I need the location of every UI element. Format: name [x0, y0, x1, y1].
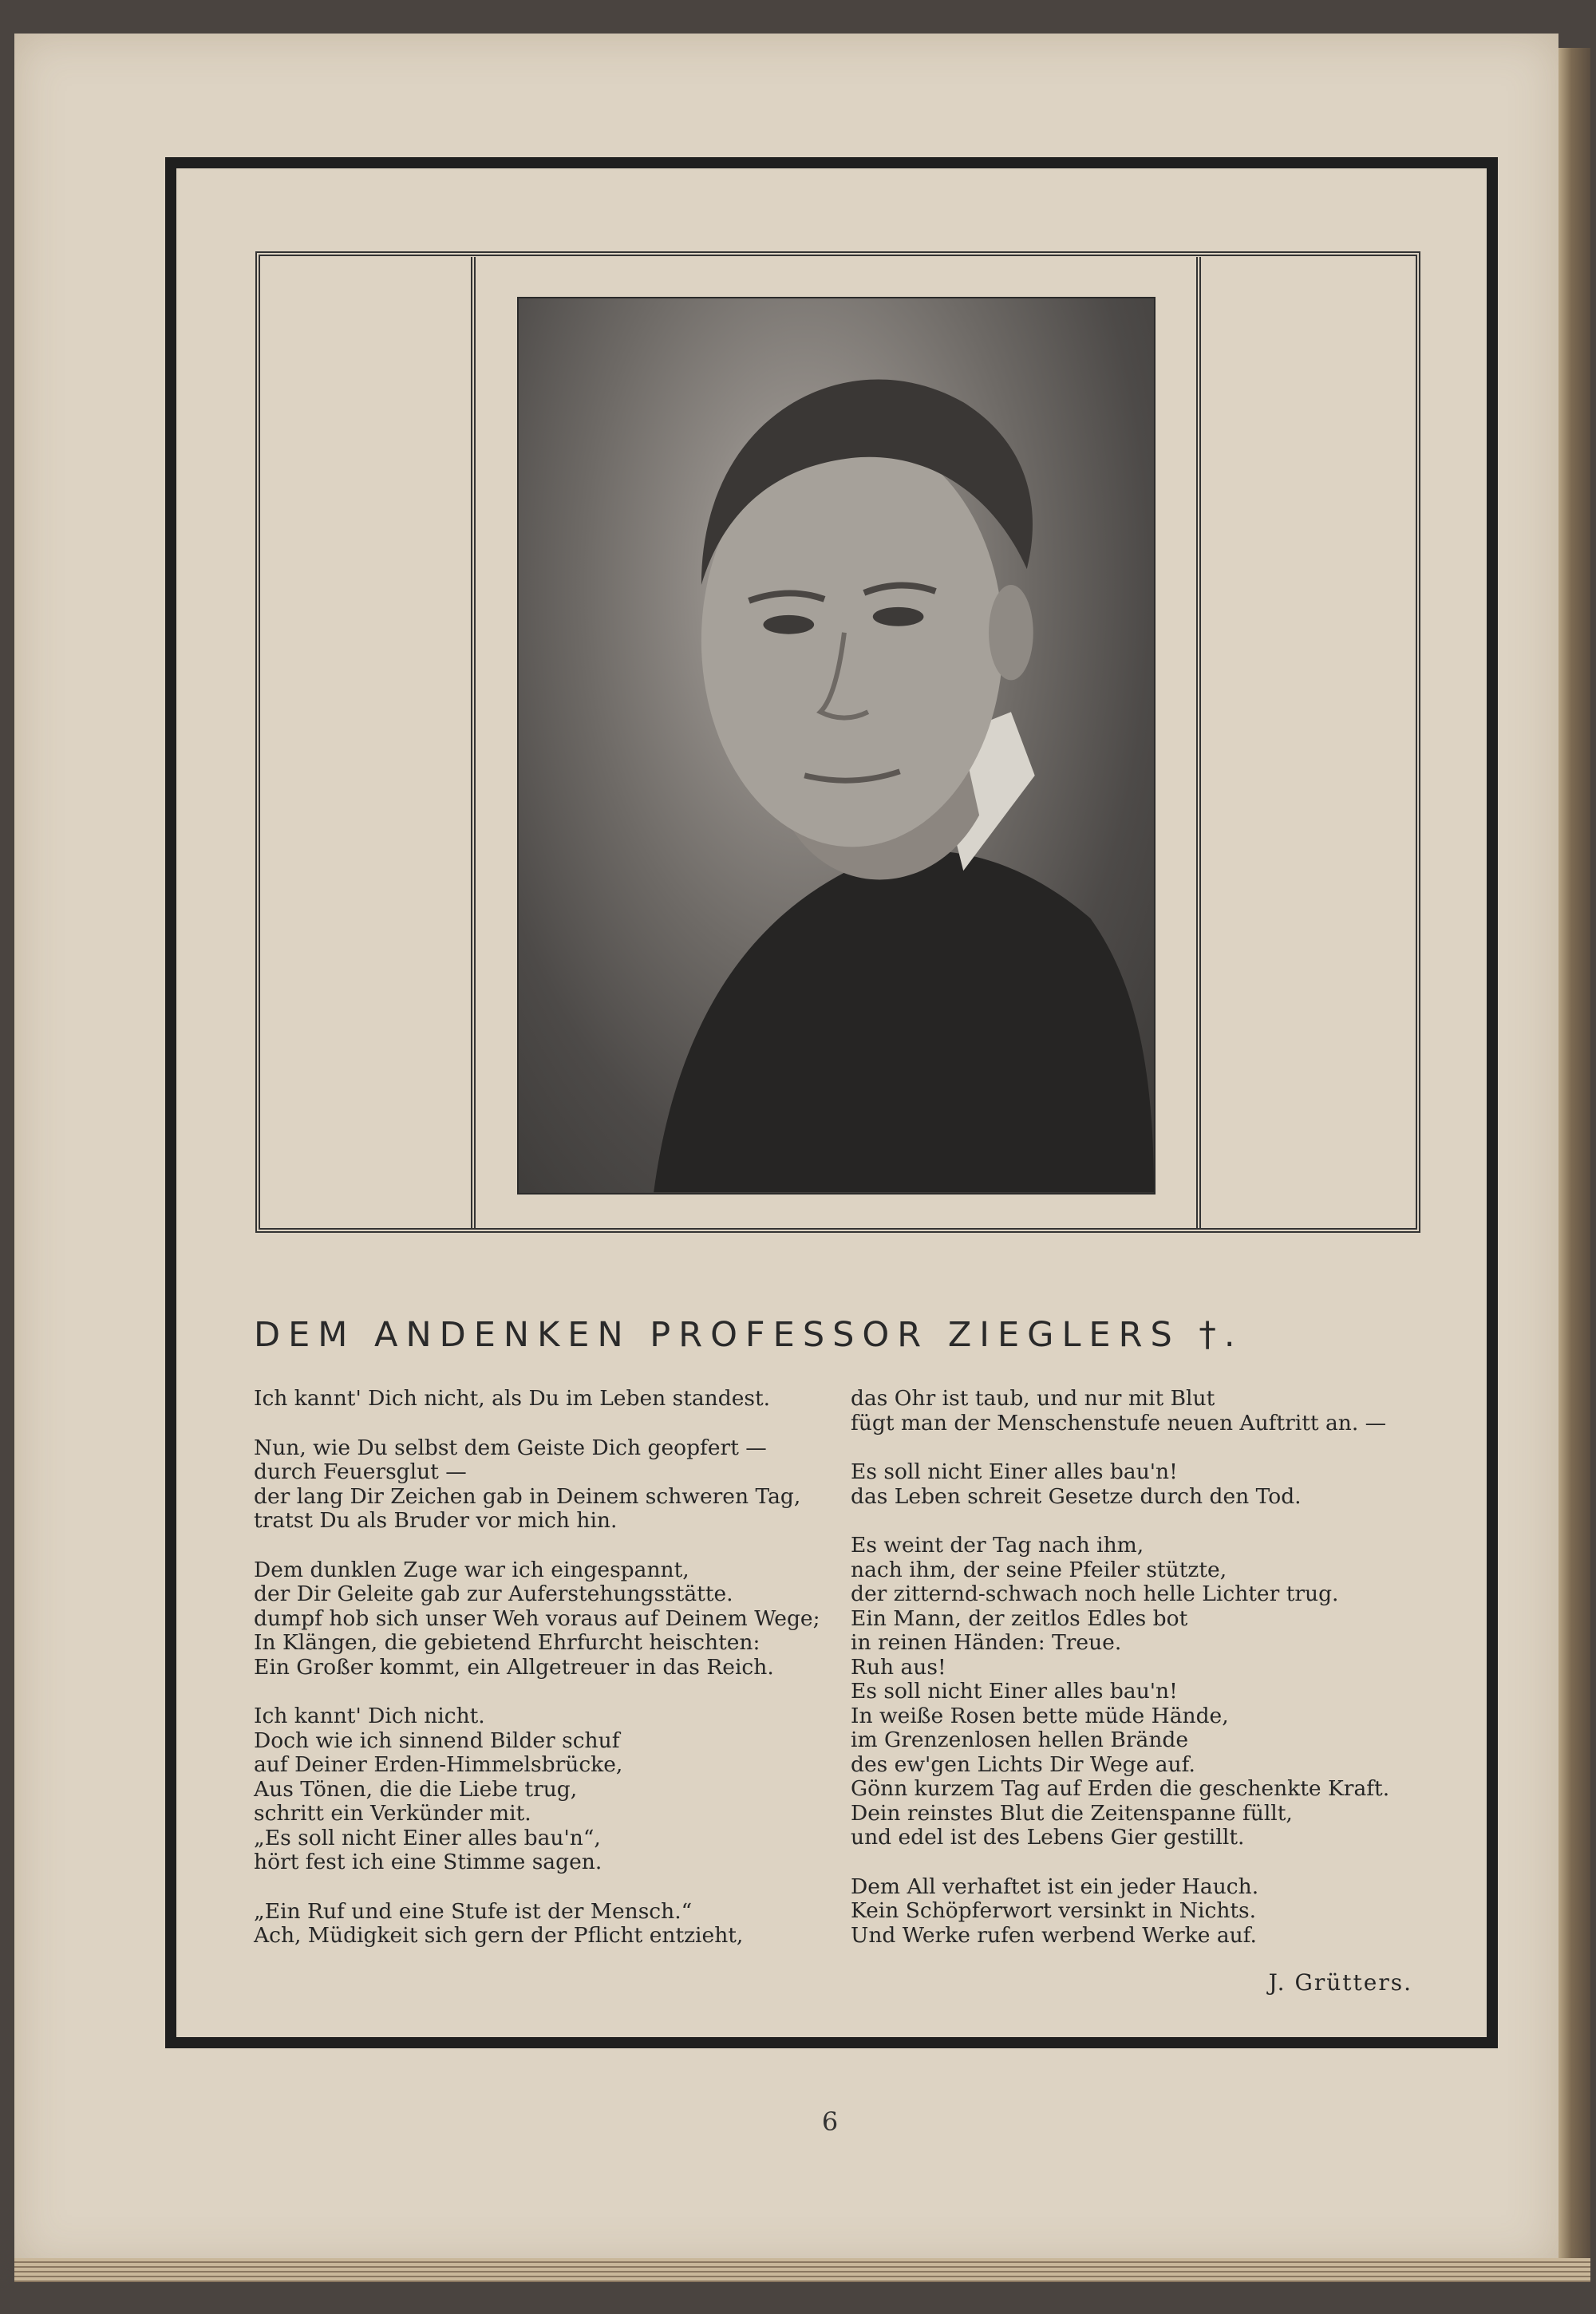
poem-line: Ach, Müdigkeit sich gern der Pflicht entzieht,: [254, 1923, 744, 1948]
poem-line: nach ihm, der seine Pfeiler stützte,: [851, 1557, 1227, 1582]
poem-line: Dem All verhaftet ist ein jeder Hauch.: [851, 1874, 1259, 1899]
poem-line: der Dir Geleite gab zur Auferstehungsstätte.: [254, 1581, 733, 1606]
poem-line: tratst Du als Bruder vor mich hin.: [254, 1508, 618, 1533]
poem-column-left: [254, 1387, 828, 1973]
poem-line: schritt ein Verkünder mit.: [254, 1801, 531, 1826]
poem-line: Gönn kurzem Tag auf Erden die geschenkte Kraft.: [851, 1776, 1390, 1801]
poem-stanza: [851, 1387, 1441, 1435]
poem-line: der zitternd-schwach noch helle Lichter trug.: [851, 1581, 1339, 1606]
portrait-photo: [517, 297, 1156, 1195]
poem-stanza: [254, 1436, 828, 1534]
poem-line: In weiße Rosen bette müde Hände,: [851, 1703, 1229, 1728]
page-number: 6: [821, 2107, 839, 2137]
poem-stanza: [851, 1534, 1441, 1850]
poem-line: Ruh aus!: [851, 1654, 946, 1680]
poem-line: in reinen Händen: Treue.: [851, 1630, 1122, 1655]
poem-line: auf Deiner Erden-Himmelsbrücke,: [254, 1752, 623, 1777]
poem-line: Ein Großer kommt, ein Allgetreuer in das Reich.: [254, 1654, 774, 1680]
poem-line: durch Feuersglut —: [254, 1459, 467, 1484]
page-edge: [1558, 48, 1590, 2266]
poem-line: Ich kannt' Dich nicht.: [254, 1704, 485, 1728]
poem-line: Es soll nicht Einer alles bau'n!: [851, 1459, 1178, 1484]
poem-line: In Klängen, die gebietend Ehrfurcht heischten:: [254, 1630, 760, 1655]
poem-stanza: [254, 1558, 828, 1680]
poem-line: Doch wie ich sinnend Bilder schuf: [254, 1728, 620, 1753]
poem-line: das Ohr ist taub, und nur mit Blut: [851, 1386, 1215, 1411]
poem-stanza: [254, 1387, 828, 1412]
poem-line: des ew'gen Lichts Dir Wege auf.: [851, 1751, 1195, 1777]
poem-line: Aus Tönen, die die Liebe trug,: [254, 1776, 578, 1802]
poem-line: der lang Dir Zeichen gab in Deinem schweren Tag,: [254, 1483, 801, 1509]
poem-line: Und Werke rufen werbend Werke auf.: [851, 1922, 1257, 1948]
page-stack: [14, 2258, 1590, 2282]
poem-stanza: [851, 1875, 1441, 1949]
poem-line: hört fest ich eine Stimme sagen.: [254, 1850, 602, 1874]
signature: J. Grütters.: [1268, 1969, 1412, 1996]
poem-stanza: [851, 1460, 1441, 1509]
poem-line: Ich kannt' Dich nicht, als Du im Leben standest.: [254, 1386, 771, 1411]
poem-line: Es soll nicht Einer alles bau'n!: [851, 1679, 1178, 1704]
poem-line: Ein Mann, der zeitlos Edles bot: [851, 1605, 1188, 1631]
poem-stanza: [254, 1900, 828, 1949]
poem-line: Dein reinstes Blut die Zeitenspanne füllt,: [851, 1800, 1293, 1826]
poem-line: Nun, wie Du selbst dem Geiste Dich geopfert —: [254, 1435, 767, 1460]
poem-line: fügt man der Menschenstufe neuen Auftritt an. —: [851, 1410, 1387, 1435]
poem-line: dumpf hob sich unser Weh voraus auf Deinem Wege;: [254, 1605, 820, 1631]
poem-line: im Grenzenlosen hellen Brände: [851, 1728, 1189, 1752]
poem-line: Es weint der Tag nach ihm,: [851, 1533, 1144, 1558]
poem-stanza: [254, 1704, 828, 1875]
poem-column-right: [851, 1387, 1441, 1972]
poem-line: das Leben schreit Gesetze durch den Tod.: [851, 1483, 1302, 1509]
poem-line: „Ein Ruf und eine Stufe ist der Mensch.“: [254, 1898, 693, 1924]
poem-line: Kein Schöpferwort versinkt in Nichts.: [851, 1898, 1257, 1923]
portrait-photo-icon: [519, 298, 1154, 1193]
page-title: DEM ANDENKEN PROFESSOR ZIEGLERS †.: [254, 1315, 1243, 1355]
poem-line: „Es soll nicht Einer alles bau'n“,: [254, 1825, 601, 1850]
poem-line: Dem dunklen Zuge war ich eingespannt,: [254, 1557, 689, 1582]
poem-line: und edel ist des Lebens Gier gestillt.: [851, 1825, 1245, 1850]
